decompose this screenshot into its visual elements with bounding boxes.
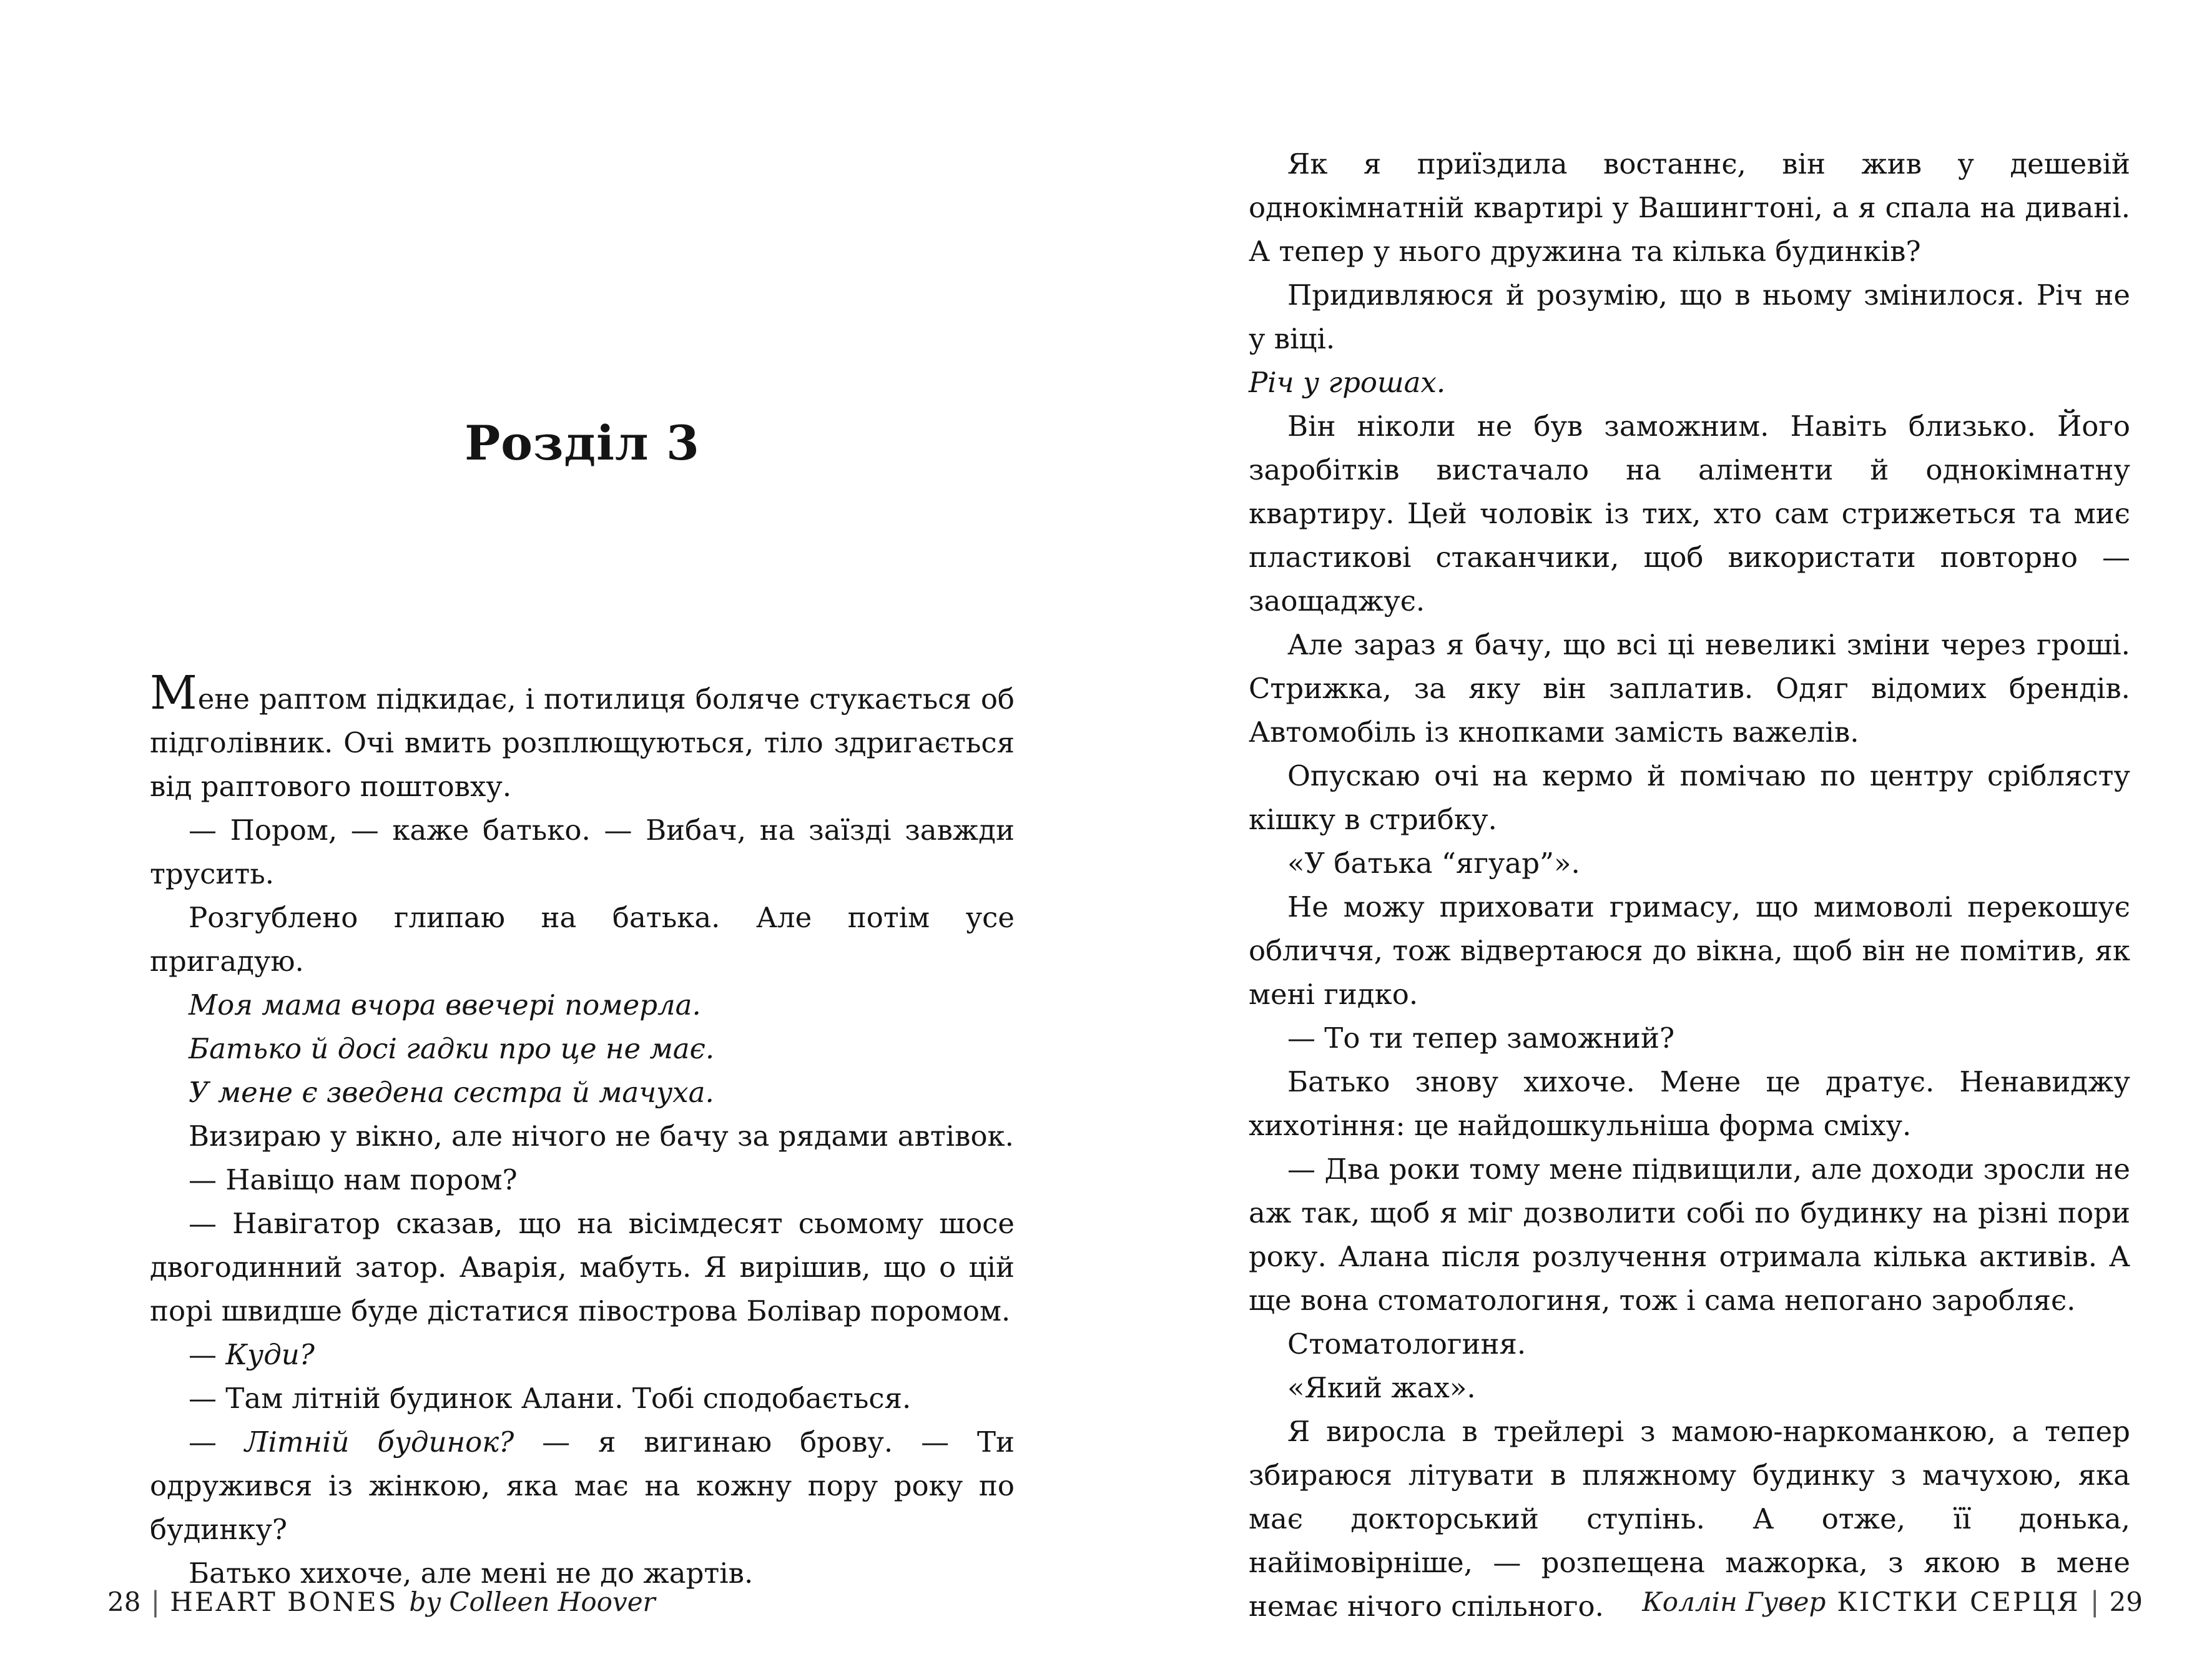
paragraph xyxy=(1249,1060,2130,1148)
paragraph xyxy=(1249,842,2130,885)
text-run: — То ти тепер заможний? xyxy=(1287,1021,1675,1055)
paragraph xyxy=(1249,361,2130,405)
text-run: — я вигинаю брову. — Ти одружився із жінкою, яка має на кожну пору року по будинку? xyxy=(150,1425,1015,1546)
text-run: — xyxy=(189,1425,245,1459)
paragraph xyxy=(1249,623,2130,754)
paragraph xyxy=(150,1115,1015,1158)
text-run: Я виросла в трейлері з мамою-наркоманкою, а тепер збираюся літувати в пляжному будинку з мачухою, яка має докторський ступінь. А отже, її донька, найімовірніше, — розпещена мажорка, з якою в мене немає нічого спільного. xyxy=(1249,1415,2130,1623)
paragraph xyxy=(1249,405,2130,623)
paragraph xyxy=(150,809,1015,896)
paragraph xyxy=(1249,142,2130,273)
text-run: «Який жах». xyxy=(1287,1371,1476,1404)
paragraph xyxy=(150,896,1015,983)
text-run: — xyxy=(189,1338,226,1371)
paragraph xyxy=(150,1377,1015,1420)
text-run: — Навіщо нам пором? xyxy=(189,1163,518,1196)
text-run: Як я приїздила востаннє, він жив у дешевій однокімнатній квартирі у Вашингтоні, а я спала на дивані. А тепер у нього дружина та кілька будинків? xyxy=(1249,147,2130,268)
text-run: Розгублено глипаю на батька. Але потім усе пригадую. xyxy=(150,901,1015,978)
footer-page-number: 28 xyxy=(107,1587,141,1617)
text-run: Придивляюся й розумію, що в ньому змінилося. Річ не у віці. xyxy=(1249,278,2130,355)
footer-byline: by Colleen Hoover xyxy=(409,1587,656,1617)
paragraph xyxy=(1249,1366,2130,1410)
paragraph xyxy=(1249,273,2130,361)
page-right-body xyxy=(1249,142,2130,1628)
paragraph xyxy=(150,666,1015,809)
text-run: Не можу приховати гримасу, що мимоволі перекошує обличчя, тож відвертаюся до вікна, щоб він не помітив, як мені гидко. xyxy=(1249,890,2130,1011)
text-run: Батько хихоче, але мені не до жартів. xyxy=(189,1557,754,1590)
page-left-body xyxy=(150,666,1015,1595)
text-run: — Навігатор сказав, що на вісімдесят сьомому шосе двогодинний затор. Аварія, мабуть. Я вирішив, що о цій порі швидше буде дістатися півострова Болівар поромом. xyxy=(150,1207,1015,1327)
page-right-footer xyxy=(1642,1586,2143,1618)
paragraph xyxy=(150,1027,1015,1071)
text-run: Визираю у вікно, але нічого не бачу за рядами автівок. xyxy=(189,1120,1014,1153)
text-run: Опускаю очі на кермо й помічаю по центру сріблясту кішку в стрибку. xyxy=(1249,759,2130,836)
paragraph xyxy=(1249,754,2130,842)
paragraph xyxy=(1249,885,2130,1017)
text-run-italic: У мене є зведена сестра й мачуха. xyxy=(189,1076,714,1109)
text-run-italic: Літній будинок? xyxy=(244,1425,514,1459)
text-run: ене раптом підкидає, і потилиця боляче стукається об підголівник. Очі вмить розплющуються, тіло здригається від раптового поштовху. xyxy=(150,682,1015,803)
footer-book-title: HEART BONES xyxy=(170,1587,398,1617)
paragraph xyxy=(1249,1148,2130,1322)
text-run: Але зараз я бачу, що всі ці невеликі зміни через гроші. Стрижка, за яку він заплатив. Одяг відомих брендів. Автомобіль із кнопками замість важелів. xyxy=(1249,628,2130,749)
footer-author: Коллін Гувер xyxy=(1642,1587,1826,1617)
text-run: «У батька “ягуар”». xyxy=(1287,847,1580,880)
page-left-footer xyxy=(107,1586,656,1618)
paragraph xyxy=(150,1158,1015,1202)
text-run: Стоматологиня. xyxy=(1287,1327,1526,1361)
text-run-italic: Батько й досі гадки про це не має. xyxy=(189,1032,715,1065)
paragraph xyxy=(150,1071,1015,1115)
text-run: Батько знову хихоче. Мене це дратує. Ненавиджу хихотіння: це найдошкульніша форма сміху. xyxy=(1249,1065,2130,1142)
paragraph xyxy=(150,983,1015,1027)
text-run: — Пором, — каже батько. — Вибач, на заїзді завжди трусить. xyxy=(150,814,1015,890)
text-run-italic: Куди? xyxy=(225,1338,315,1371)
footer-separator: | xyxy=(2090,1586,2100,1618)
paragraph xyxy=(150,1202,1015,1333)
page-left xyxy=(107,0,1015,1659)
dropcap-letter: М xyxy=(150,666,198,720)
paragraph xyxy=(1249,1322,2130,1366)
paragraph xyxy=(1249,1017,2130,1060)
text-run-italic: Моя мама вчора ввечері померла. xyxy=(189,988,701,1021)
paragraph xyxy=(150,1333,1015,1377)
footer-book-title: КІСТКИ СЕРЦЯ xyxy=(1837,1587,2080,1617)
text-run: — Два роки тому мене підвищили, але доходи зросли не аж так, щоб я міг дозволити собі по будинку на різні пори року. Алана після розлучення отримала кілька активів. А ще вона стоматологиня, тож і сама непогано заробляє. xyxy=(1249,1153,2130,1317)
chapter-title: Розділ 3 xyxy=(465,415,700,471)
footer-page-number: 29 xyxy=(2109,1587,2143,1617)
page-right xyxy=(1249,0,2143,1659)
footer-separator: | xyxy=(150,1586,160,1618)
text-run: Він ніколи не був заможним. Навіть близько. Його заробітків вистачало на аліменти й однокімнатну квартиру. Цей чоловік із тих, хто сам стрижеться та миє пластикові стаканчики, щоб використати повторно — заощаджує. xyxy=(1249,410,2130,618)
text-run-italic: Річ у грошах. xyxy=(1249,366,1446,399)
paragraph xyxy=(150,1420,1015,1552)
text-run: — Там літній будинок Алани. Тобі сподобається. xyxy=(189,1382,912,1415)
